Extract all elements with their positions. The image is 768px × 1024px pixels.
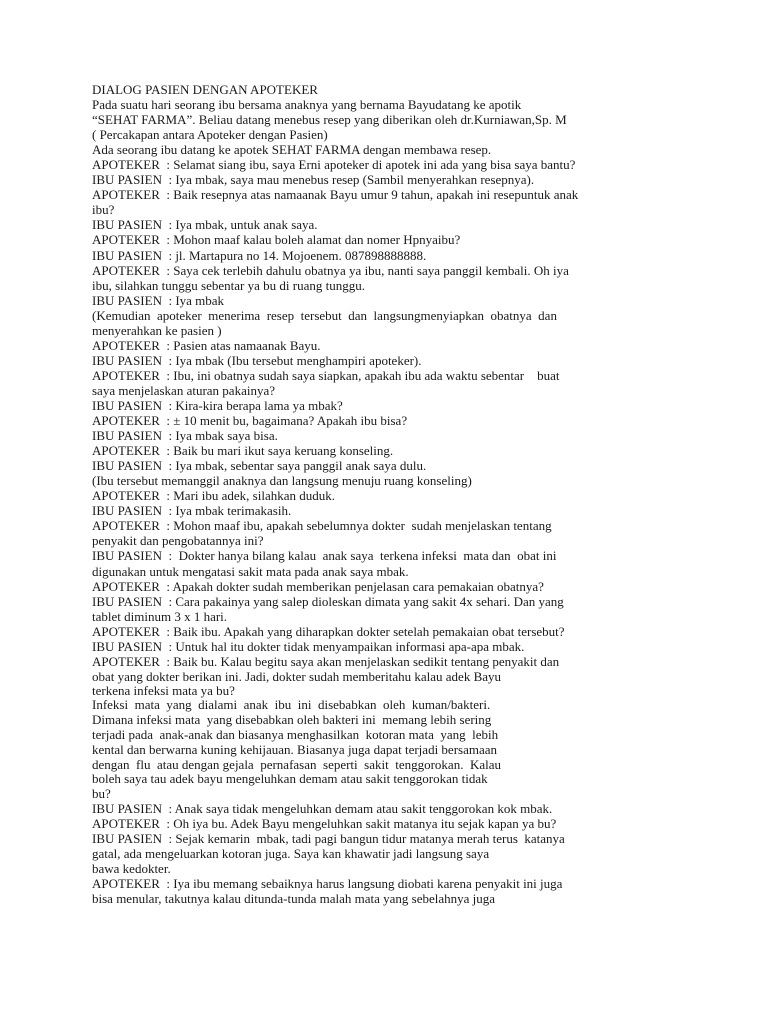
text-line: IBU PASIEN : Dokter hanya bilang kalau anak saya terkena infeksi mata dan obat ini	[92, 548, 557, 564]
text-line: Ada seorang ibu datang ke apotek SEHAT FARMA dengan membawa resep.	[92, 142, 492, 158]
text-line: APOTEKER : Baik bu. Kalau begitu saya akan menjelaskan sedikit tentang penyakit dan	[92, 653, 560, 669]
text-line: ibu, silahkan tunggu sebentar ya bu di ruang tunggu.	[92, 277, 365, 293]
text-line: APOTEKER : Pasien atas namaanak Bayu.	[92, 337, 321, 353]
text-line: ibu?	[92, 202, 115, 218]
text-line: kental dan berwarna kuning kehijauan. Biasanya juga dapat terjadi bersamaan	[92, 742, 498, 758]
text-line: IBU PASIEN : Untuk hal itu dokter tidak menyampaikan informasi apa-apa mbak.	[92, 638, 525, 654]
text-line: APOTEKER : Selamat siang ibu, saya Erni apoteker di apotek ini ada yang bisa saya bantu?	[92, 157, 576, 173]
text-line: bisa menular, takutnya kalau ditunda-tunda malah mata yang sebelahnya juga	[92, 891, 496, 907]
text-line: IBU PASIEN : Iya mbak, saya mau menebus resep (Sambil menyerahkan resepnya).	[92, 172, 535, 188]
text-line: APOTEKER : Baik ibu. Apakah yang diharapkan dokter setelah pemakaian obat tersebut?	[92, 623, 565, 639]
text-line: (Kemudian apoteker menerima resep tersebut dan langsungmenyiapkan obatnya dan	[92, 307, 557, 323]
text-line: APOTEKER : Oh iya bu. Adek Bayu mengeluhkan sakit matanya itu sejak kapan ya bu?	[92, 815, 557, 831]
text-line: saya menjelaskan aturan pakainya?	[92, 382, 275, 398]
text-line: APOTEKER : Mohon maaf ibu, apakah sebelumnya dokter sudah menjelaskan tentang	[92, 518, 552, 534]
text-line: penyakit dan pengobatannya ini?	[92, 533, 264, 549]
text-line: IBU PASIEN : Iya mbak (Ibu tersebut menghampiri apoteker).	[92, 352, 422, 368]
text-line: APOTEKER : Iya ibu memang sebaiknya harus langsung diobati karena penyakit ini juga	[92, 875, 563, 891]
text-line: Infeksi mata yang dialami anak ibu ini disebabkan oleh kuman/bakteri.	[92, 697, 491, 713]
text-line: obat yang dokter berikan ini. Jadi, dokter sudah memberitahu kalau adek Bayu	[92, 668, 502, 684]
text-line: (Ibu tersebut memanggil anaknya dan langsung menuju ruang konseling)	[92, 473, 472, 489]
text-line: Dimana infeksi mata yang disebabkan oleh bakteri ini memang lebih sering	[92, 712, 492, 728]
text-line: APOTEKER : Saya cek terlebih dahulu obatnya ya ibu, nanti saya panggil kembali. Oh iya	[92, 262, 569, 278]
text-line: terkena infeksi mata ya bu?	[92, 682, 235, 698]
text-line: APOTEKER : Baik bu mari ikut saya keruang konseling.	[92, 443, 394, 459]
text-line: IBU PASIEN : Iya mbak, sebentar saya panggil anak saya dulu.	[92, 458, 427, 474]
text-line: ( Percakapan antara Apoteker dengan Pasien)	[92, 127, 328, 143]
text-line: terjadi pada anak-anak dan biasanya menghasilkan kotoran mata yang lebih	[92, 727, 499, 743]
text-line: APOTEKER : Ibu, ini obatnya sudah saya siapkan, apakah ibu ada waktu sebentar buat	[92, 367, 560, 383]
text-line: APOTEKER : ± 10 menit bu, bagaimana? Apakah ibu bisa?	[92, 413, 408, 429]
text-line: bawa kedokter.	[92, 860, 171, 876]
text-line: APOTEKER : Apakah dokter sudah memberikan penjelasan cara pemakaian obatnya?	[92, 578, 544, 594]
document-page	[92, 82, 632, 906]
text-line: IBU PASIEN : Iya mbak	[92, 292, 225, 308]
text-line: IBU PASIEN : Iya mbak terimakasih.	[92, 503, 292, 519]
text-line: IBU PASIEN : jl. Martapura no 14. Mojoenem. 087898888888.	[92, 247, 427, 263]
text-line: Pada suatu hari seorang ibu bersama anaknya yang bernama Bayudatang ke apotik	[92, 97, 522, 113]
document-title: DIALOG PASIEN DENGAN APOTEKER	[92, 82, 318, 97]
dialog-body	[92, 97, 632, 906]
text-line: digunakan untuk mengatasi sakit mata pada anak saya mbak.	[92, 563, 409, 579]
text-line: menyerahkan ke pasien )	[92, 322, 222, 338]
text-line: IBU PASIEN : Iya mbak, untuk anak saya.	[92, 217, 318, 233]
text-line: dengan flu atau dengan gejala pernafasan seperti sakit tenggorokan. Kalau	[92, 757, 501, 773]
text-line: IBU PASIEN : Kira-kira berapa lama ya mbak?	[92, 397, 343, 413]
text-line: gatal, ada mengeluarkan kotoran juga. Saya kan khawatir jadi langsung saya	[92, 845, 490, 861]
text-line: APOTEKER : Mari ibu adek, silahkan duduk.	[92, 488, 335, 504]
text-line: IBU PASIEN : Iya mbak saya bisa.	[92, 428, 278, 444]
text-line: APOTEKER : Baik resepnya atas namaanak Bayu umur 9 tahun, apakah ini resepuntuk anak	[92, 187, 579, 203]
text-line: IBU PASIEN : Anak saya tidak mengeluhkan demam atau sakit tenggorokan kok mbak.	[92, 800, 553, 816]
text-line: IBU PASIEN : Sejak kemarin mbak, tadi pagi bangun tidur matanya merah terus katanya	[92, 830, 565, 846]
text-line: APOTEKER : Mohon maaf kalau boleh alamat dan nomer Hpnyaibu?	[92, 232, 461, 248]
text-line: boleh saya tau adek bayu mengeluhkan demam atau sakit tenggorokan tidak	[92, 771, 488, 787]
text-line: bu?	[92, 785, 111, 801]
text-line: tablet diminum 3 x 1 hari.	[92, 608, 228, 624]
text-line: “SEHAT FARMA”. Beliau datang menebus resep yang diberikan oleh dr.Kurniawan,Sp. M	[92, 112, 567, 128]
text-line: IBU PASIEN : Cara pakainya yang salep dioleskan dimata yang sakit 4x sehari. Dan yang	[92, 593, 564, 609]
